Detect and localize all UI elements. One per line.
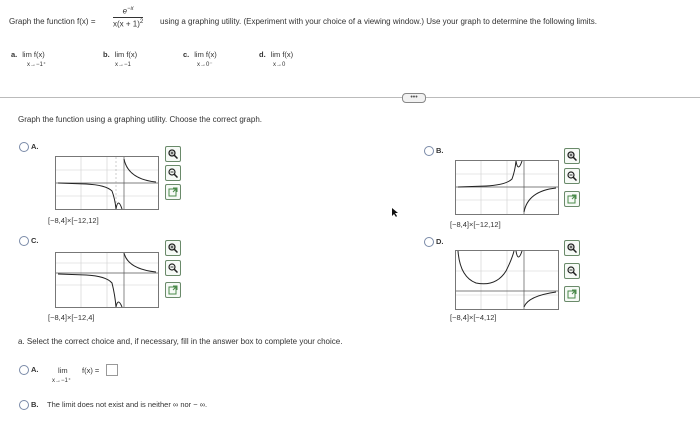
window-label-a: [−8,4]×[−12,12]: [48, 216, 99, 225]
zoom-in-icon: [567, 151, 577, 161]
zoom-out-button-c[interactable]: [165, 260, 181, 276]
question-prefix: Graph the function f(x) =: [9, 17, 96, 26]
zoom-in-button-c[interactable]: [165, 240, 181, 256]
option-d-label: D.: [436, 237, 444, 246]
answer-a-radio[interactable]: [19, 365, 29, 375]
graph-d: [455, 250, 559, 310]
popout-button-c[interactable]: [165, 282, 181, 298]
answer-b-label: B.: [31, 400, 39, 409]
answer-input[interactable]: [106, 364, 118, 376]
window-label-d: [−8,4]×[−4,12]: [450, 313, 497, 322]
sub-question: a. Select the correct choice and, if necessary, fill in the answer box to complete your choice.: [18, 337, 343, 346]
zoom-in-button-b[interactable]: [564, 148, 580, 164]
denominator: $x(x + 1)^2$: [113, 18, 144, 29]
zoom-out-button-d[interactable]: [564, 263, 580, 279]
graph-instruction: Graph the function using a graphing utility. Choose the correct graph.: [18, 115, 262, 124]
answer-a-approach: x→−1⁺: [52, 378, 72, 384]
zoom-out-icon: [567, 171, 577, 181]
answer-b-text: The limit does not exist and is neither ∞ nor − ∞.: [47, 400, 208, 409]
popout-icon: [567, 289, 577, 299]
option-b-label: B.: [436, 146, 444, 155]
popout-button-d[interactable]: [564, 286, 580, 302]
graph-c: [55, 252, 159, 308]
option-c-label: C.: [31, 236, 39, 245]
zoom-out-icon: [168, 168, 178, 178]
part-a: a. lim f(x) x→−1⁺: [11, 50, 47, 68]
window-label-b: [−8,4]×[−12,12]: [450, 220, 501, 229]
popout-icon: [168, 285, 178, 295]
zoom-out-icon: [567, 266, 577, 276]
zoom-out-icon: [168, 263, 178, 273]
popout-button-a[interactable]: [165, 184, 181, 200]
zoom-in-icon: [567, 243, 577, 253]
question-suffix: using a graphing utility. (Experiment with your choice of a viewing window.) Use your graph to determine the following limits.: [160, 17, 597, 26]
zoom-out-button-a[interactable]: [165, 165, 181, 181]
option-d-radio[interactable]: [424, 237, 434, 247]
answer-a-fx: f(x) =: [82, 366, 100, 375]
answer-b-radio[interactable]: [19, 400, 29, 410]
option-c-radio[interactable]: [19, 236, 29, 246]
popout-icon: [168, 187, 178, 197]
answer-a-lim: lim: [58, 366, 68, 375]
more-button[interactable]: •••: [402, 93, 426, 103]
zoom-in-button-d[interactable]: [564, 240, 580, 256]
part-b: b. lim f(x) x→−1: [103, 50, 138, 68]
function-fraction: [113, 6, 143, 28]
zoom-in-icon: [168, 243, 178, 253]
graph-a: [55, 156, 159, 210]
window-label-c: [−8,4]×[−12,4]: [48, 313, 95, 322]
zoom-in-button-a[interactable]: [165, 146, 181, 162]
zoom-in-icon: [168, 149, 178, 159]
zoom-out-button-b[interactable]: [564, 168, 580, 184]
option-a-radio[interactable]: [19, 142, 29, 152]
section-divider: [0, 97, 700, 98]
popout-icon: [567, 194, 577, 204]
graph-b: [455, 160, 559, 215]
cursor-icon: [391, 207, 400, 218]
option-b-radio[interactable]: [424, 146, 434, 156]
part-d: d. lim f(x) x→0: [259, 50, 294, 68]
part-c: c. lim f(x) x→0⁻: [183, 50, 217, 68]
numerator: $e^{-x}$: [113, 6, 143, 18]
popout-button-b[interactable]: [564, 191, 580, 207]
answer-a-label: A.: [31, 365, 39, 374]
option-a-label: A.: [31, 142, 39, 151]
